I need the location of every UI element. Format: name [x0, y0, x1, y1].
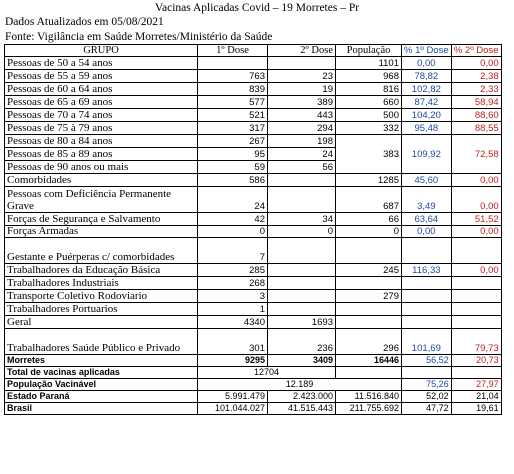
table-header-row [5, 45, 502, 57]
group-label: Trabalhadores da Educação Básica [5, 264, 198, 277]
pct-dose1-value: 104,20 [402, 109, 452, 122]
summary-row-parana [5, 391, 502, 403]
group-label: Trabalhadores Saúde Público e Privado [5, 329, 198, 355]
dose2-value: 389 [268, 96, 336, 109]
table-row [5, 316, 502, 329]
group-label: Pessoas de 70 a 74 anos [5, 109, 198, 122]
dose2-parana: 2.423.000 [268, 391, 336, 403]
population-value: 816 [336, 83, 402, 96]
population-value: 66 [336, 213, 402, 226]
dose2-value: 24 [268, 148, 336, 161]
dose1-value: 301 [198, 329, 268, 355]
dose1-value: 24 [198, 187, 268, 213]
summary-label: Estado Paraná [5, 391, 198, 403]
population-value [336, 277, 402, 290]
pct-dose2-popvac: 27,97 [451, 379, 501, 391]
dose1-value: 317 [198, 122, 268, 135]
pct-dose1-value: 78,82 [402, 70, 452, 83]
group-label: Pessoas de 55 a 59 anos [5, 70, 198, 83]
pct-dose2-value: 79,73 [451, 329, 501, 355]
col-header-population: População [336, 45, 402, 57]
summary-row-morretes [5, 355, 502, 367]
dose1-value: 839 [198, 83, 268, 96]
population-value: 279 [336, 290, 402, 303]
dose1-value: 4340 [198, 316, 268, 329]
dose2-value: 1693 [268, 316, 336, 329]
dose2-value [268, 264, 336, 277]
group-label: Pessoas de 60 a 64 anos [5, 83, 198, 96]
pct-dose1-value: 109,92 [402, 135, 452, 174]
pct-dose1-total: 56,52 [402, 355, 452, 367]
dose1-value: 3 [198, 290, 268, 303]
group-label: Trabalhadores Portuarios [5, 303, 198, 316]
dose2-value: 34 [268, 213, 336, 226]
pct-dose2-value: 2,38 [451, 70, 501, 83]
table-row [5, 109, 502, 122]
table-row [5, 277, 502, 290]
 [336, 367, 402, 379]
pct-dose1-value: 102,82 [402, 83, 452, 96]
summary-label: Total de vacinas aplicadas [5, 367, 198, 379]
dose2-value: 23 [268, 70, 336, 83]
table-row [5, 329, 502, 355]
pct-dose2-value: 88,60 [451, 109, 501, 122]
col-header-dose1: 1º Dose [198, 45, 268, 57]
table-row [5, 122, 502, 135]
dose1-value: 7 [198, 238, 268, 264]
pct-dose1-value [402, 238, 452, 264]
dose2-value: 294 [268, 122, 336, 135]
dose1-value: 0 [198, 226, 268, 238]
pct-dose2-value [451, 316, 501, 329]
dose2-value [268, 277, 336, 290]
dose1-total: 9295 [198, 355, 268, 367]
population-parana: 11.516.840 [336, 391, 402, 403]
vaccination-table [4, 44, 502, 415]
population-value: 968 [336, 70, 402, 83]
group-label: Transporte Coletivo Rodoviario [5, 290, 198, 303]
 [451, 367, 501, 379]
population-value [336, 316, 402, 329]
dose2-value: 0 [268, 226, 336, 238]
dose1-value [198, 57, 268, 70]
group-label: Pessoas de 85 a 89 anos [5, 148, 198, 161]
table-row [5, 83, 502, 96]
table-row [5, 238, 502, 264]
pct-dose2-value: 88,55 [451, 122, 501, 135]
group-label: Trabalhadores Industriais [5, 277, 198, 290]
table-row [5, 213, 502, 226]
pct-dose2-parana: 21,04 [451, 391, 501, 403]
dose1-brasil: 101.044.027 [198, 403, 268, 415]
table-row [5, 174, 502, 187]
summary-row-pop-vac [5, 379, 502, 391]
dose2-brasil: 41.515.443 [268, 403, 336, 415]
dose2-value [268, 303, 336, 316]
pop-vac-value: 12.189 [198, 379, 402, 391]
group-label: Comorbidades [5, 174, 198, 187]
pct-dose1-value [402, 277, 452, 290]
table-row [5, 290, 502, 303]
pct-dose1-value: 87,42 [402, 96, 452, 109]
pct-dose1-parana: 52,02 [402, 391, 452, 403]
dose1-value: 763 [198, 70, 268, 83]
group-label: Pessoas de 50 a 54 anos [5, 57, 198, 70]
table-row [5, 96, 502, 109]
total-vaccines-value: 12704 [198, 367, 336, 379]
pct-dose1-popvac: 75,26 [402, 379, 452, 391]
dose1-value: 1 [198, 303, 268, 316]
dose2-value: 236 [268, 329, 336, 355]
pct-dose1-value [402, 303, 452, 316]
group-label: Pessoas de 90 anos ou mais [5, 161, 198, 174]
dose2-value [268, 290, 336, 303]
pct-dose2-value [451, 277, 501, 290]
population-value: 1101 [336, 57, 402, 70]
dose1-value: 521 [198, 109, 268, 122]
pct-dose2-value: 0,00 [451, 57, 501, 70]
pct-dose1-value: 116,33 [402, 264, 452, 277]
table-row [5, 70, 502, 83]
population-value [336, 238, 402, 264]
population-value: 1285 [336, 174, 402, 187]
group-label: Pessoas de 80 a 84 anos [5, 135, 198, 148]
pct-dose1-value: 95,48 [402, 122, 452, 135]
pct-dose2-value: 58,94 [451, 96, 501, 109]
pct-dose1-value [402, 290, 452, 303]
pct-dose2-total: 20,73 [451, 355, 501, 367]
summary-label: Brasil [5, 403, 198, 415]
group-label: Pessoas de 65 a 69 anos [5, 96, 198, 109]
pct-dose1-value: 0,00 [402, 226, 452, 238]
dose1-value: 586 [198, 174, 268, 187]
population-value: 383 [336, 135, 402, 174]
group-label: Forças Armadas [5, 226, 198, 238]
population-value: 296 [336, 329, 402, 355]
pct-dose1-value: 0,00 [402, 57, 452, 70]
summary-row-brasil [5, 403, 502, 415]
pct-dose2-brasil: 19,61 [451, 403, 501, 415]
population-value: 332 [336, 122, 402, 135]
table-row [5, 264, 502, 277]
population-brasil: 211.755.692 [336, 403, 402, 415]
pct-dose2-value [451, 290, 501, 303]
dose2-value: 443 [268, 109, 336, 122]
pct-dose1-value [402, 316, 452, 329]
document-title: Vacinas Aplicadas Covid – 19 Morretes – Pr [154, 2, 360, 14]
pct-dose2-value [451, 238, 501, 264]
summary-label: População Vacinável [5, 379, 198, 391]
summary-label: Morretes [5, 355, 198, 367]
update-date-line: Dados Atualizados em 05/08/2021 [5, 16, 164, 28]
pct-dose1-value: 63,64 [402, 213, 452, 226]
pct-dose2-value: 0,00 [451, 187, 501, 213]
dose2-value: 56 [268, 161, 336, 174]
pct-dose2-value: 0,00 [451, 174, 501, 187]
table-row [5, 187, 502, 213]
pct-dose1-brasil: 47,72 [402, 403, 452, 415]
dose2-value [268, 238, 336, 264]
dose2-value [268, 187, 336, 213]
dose1-parana: 5.991.479 [198, 391, 268, 403]
dose2-value [268, 174, 336, 187]
population-value: 0 [336, 226, 402, 238]
col-header-pct-dose2: % 2º Dose [451, 45, 501, 57]
pct-dose1-value: 45,60 [402, 174, 452, 187]
table-row [5, 303, 502, 316]
population-value: 687 [336, 187, 402, 213]
group-label: Pessoas de 75 à 79 anos [5, 122, 198, 135]
dose1-value: 267 [198, 135, 268, 148]
pct-dose2-value: 51,52 [451, 213, 501, 226]
pct-dose2-value [451, 303, 501, 316]
population-value: 245 [336, 264, 402, 277]
table-row [5, 135, 502, 148]
pct-dose2-value: 72,58 [451, 135, 501, 174]
col-header-dose2: 2º Dose [268, 45, 336, 57]
dose1-value: 42 [198, 213, 268, 226]
col-header-group: GRUPO [5, 45, 198, 57]
table-row [5, 57, 502, 70]
source-line: Fonte: Vigilância em Saúde Morretes/Ministério da Saúde [5, 31, 273, 43]
dose1-value: 285 [198, 264, 268, 277]
pct-dose1-value: 3,49 [402, 187, 452, 213]
group-label: Geral [5, 316, 198, 329]
population-value [336, 303, 402, 316]
dose2-total: 3409 [268, 355, 336, 367]
table-row [5, 226, 502, 238]
dose1-value: 95 [198, 148, 268, 161]
dose2-value: 19 [268, 83, 336, 96]
summary-row-total [5, 367, 502, 379]
pct-dose1-value: 101,69 [402, 329, 452, 355]
dose1-value: 577 [198, 96, 268, 109]
population-total: 16446 [336, 355, 402, 367]
dose2-value: 198 [268, 135, 336, 148]
population-value: 500 [336, 109, 402, 122]
group-label: Forças de Segurança e Salvamento [5, 213, 198, 226]
population-value: 660 [336, 96, 402, 109]
dose1-value: 59 [198, 161, 268, 174]
col-header-pct-dose1: % 1º Dose [402, 45, 452, 57]
 [402, 367, 452, 379]
dose1-value: 268 [198, 277, 268, 290]
pct-dose2-value: 0,00 [451, 226, 501, 238]
pct-dose2-value: 0,00 [451, 264, 501, 277]
dose2-value [268, 57, 336, 70]
group-label: Gestante e Puérperas c/ comorbidades [5, 238, 198, 264]
group-label: Pessoas com Deficiência Permanente Grave [5, 187, 198, 213]
pct-dose2-value: 2,33 [451, 83, 501, 96]
